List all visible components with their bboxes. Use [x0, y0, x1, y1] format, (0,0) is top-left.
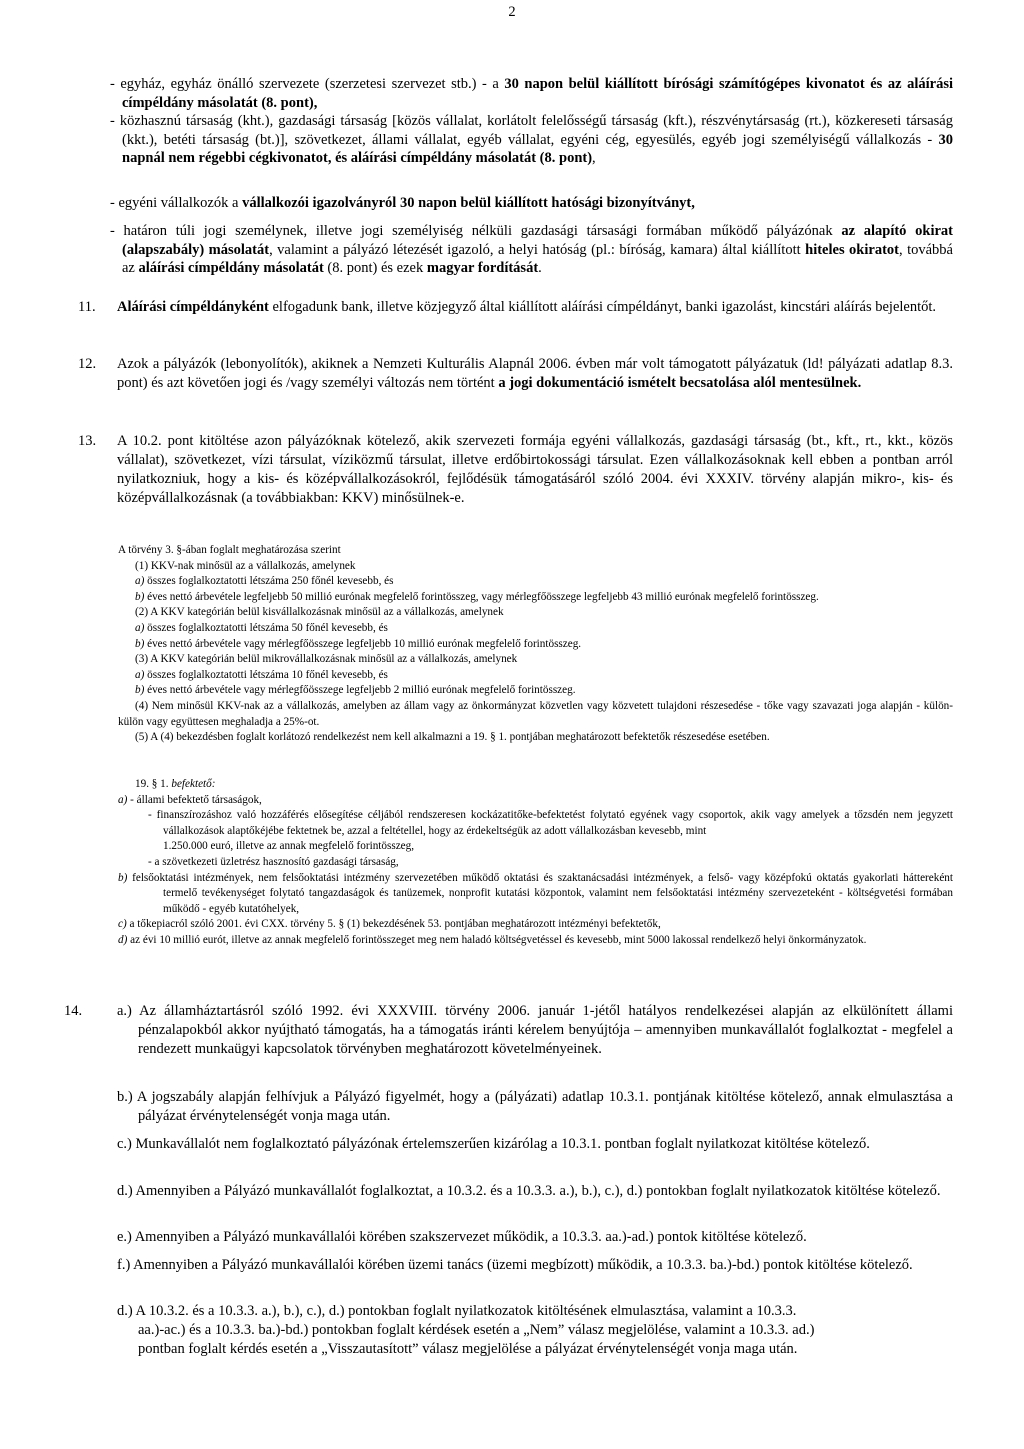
section-14-point-e: e.) Amennyiben a Pályázó munkavállalói körében szakszervezet működik, a 10.3.3. aa.)-ad.) pontok kitöltése kötelező.: [117, 1229, 807, 1245]
law-point-label: a): [135, 621, 145, 634]
law-paragraph: [118, 590, 953, 606]
definition-subitem-amount: 1.250.000 euró, illetve az annak megfelelő forintösszeg,: [163, 840, 415, 853]
requirement-emphasis: 30 napnál nem régebbi cégkivonatot, és aláírási címpéldány másolatát (8. pont): [122, 131, 953, 166]
definition-heading: [118, 777, 953, 793]
law-excerpt: [118, 543, 953, 746]
section-14-point-a: a.) Az államháztartásról szóló 1992. évi XXXVIII. törvény 2006. január 1-jétől hatályos rendelkezései alapján az elkülönített állami pénzalapokból akkor nyújtható támogatás, ha a támogatás iránti kérelem benyújtója – amennyiben munkavállalót foglalkoztat - megfelel a rendezett munkaügyi kapcsolatok törvényben meghatározott követelményeinek.: [117, 1003, 953, 1057]
law-paragraph-text: éves nettó árbevétele legfeljebb 50 millió eurónak megfelelő forintösszeg, vagy mérlegfőösszege legfeljebb 43 millió eurónak megfelelő forintösszeg.: [144, 590, 819, 603]
section-12-emphasis: a jogi dokumentáció ismételt becsatolása alól mentesülnek.: [498, 375, 862, 391]
definition-point-b: [118, 871, 953, 918]
section-11-text: [117, 298, 953, 317]
definition-term: befektető:: [171, 778, 216, 790]
law-intro: A törvény 3. §-ában foglalt meghatározása szerint: [118, 544, 341, 556]
section-12-body: Azok a pályázók (lebonyolítók), akiknek a Nemzeti Kulturális Alapnál 2006. évben már volt támogatott pályázatuk (ld! pályázati adatlap 8.3. pont) és azt követően jogi és /vagy személyi változás nem történt: [117, 356, 953, 391]
law-paragraph-text: (1) KKV-nak minősül az a vállalkozás, amelynek: [135, 559, 356, 572]
law-paragraph-text: éves nettó árbevétele vagy mérlegfőösszege legfeljebb 10 millió eurónak megfelelő forintösszeg.: [144, 637, 582, 650]
requirement-text: - közhasznú társaság (kht.), gazdasági társaság [közös vállalat, korlátolt felelősségű társaság (kft.), részvénytársaság (rt.), közkereseti társaság (kkt.), betéti társaság (bt.)], szövetkezet, állami vállalat, egyéb vállalat, egyéni cég, egyesülés, egyéb jogi személyiségű vállalkozás -: [110, 113, 953, 148]
requirement-text: (8. pont) és ezek: [323, 260, 427, 276]
section-14-point-d: d.) Amennyiben a Pályázó munkavállalót foglalkoztat, a 10.3.2. és a 10.3.3. a.), b.), c.), d.) pontokban foglalt nyilatkozatok kitöltése kötelező.: [117, 1183, 941, 1199]
final-point-line: pontban foglalt kérdés esetén a „Visszautasított” válasz megjelölése a pályázat érvénytelenségét vonja maga után.: [138, 1341, 798, 1357]
requirement-text: , továbbá az: [122, 241, 953, 276]
section-13-number: 13.: [78, 433, 97, 449]
requirement-sole-traders: [110, 194, 953, 213]
law-point-label: b): [135, 637, 145, 650]
definition-point-label: c): [118, 918, 127, 931]
law-point-label: a): [135, 668, 145, 681]
law-paragraph: [118, 605, 953, 621]
law-paragraph: [118, 668, 953, 684]
law-paragraph-text: (2) A KKV kategórián belül kisvállalkozásnak minősül az a vállalkozás, amelynek: [135, 606, 504, 619]
law-paragraph: [118, 652, 953, 668]
law-paragraph-text: (4) Nem minősül KKV-nak az a vállalkozás, amelyben az állam vagy az önkormányzat közvetlen vagy közvetett tulajdoni részesedése - tőke vagy szavazati joga alapján - külön-külön vagy együttesen meghaladja a 25%-ot.: [118, 699, 953, 728]
requirement-emphasis: vállalkozói igazolványról 30 napon belül kiállított hatósági bizonyítványt,: [242, 195, 695, 211]
requirement-foreign-entities: [110, 222, 953, 278]
requirement-church: [110, 75, 953, 112]
definition-point-label: b): [118, 871, 128, 884]
definition-point-label: d): [118, 933, 128, 946]
definition-heading-number: 19. § 1.: [135, 778, 172, 790]
definition-point-text: a tőkepiacról szóló 2001. évi CXX. törvény 5. § (1) bekezdésének 53. pontjában meghatározott intézményi befektetők,: [126, 918, 661, 931]
definition-point-text: felsőoktatási intézmények, nem felsőoktatási intézmény szervezetében működő oktatási és szaktanácsadási intézmények, a felső- vagy középfokú oktatás gyakorlati háttereként termelő tevékenységet folytató tangazdaságok és tanüzemek, nonprofit kutatási központok, valamint nem felsőoktatási intézmény szervezeteként - költségvetési formában működő - egyéb kutatóhelyek,: [127, 871, 953, 915]
requirement-emphasis: az alapító okirat (alapszabály) másolatát: [122, 223, 953, 258]
definition-point-c: [118, 917, 953, 933]
requirement-emphasis: 30 napon belül kiállított bírósági számítógépes kivonatot és az aláírási címpéldány másolatát (8. pont),: [122, 76, 953, 111]
section-14-point-c: c.) Munkavállalót nem foglalkoztató pályázónak értelemszerűen kizárólag a 10.3.1. pontban foglalt nyilatkozat kitöltése kötelező.: [117, 1136, 870, 1152]
law-paragraph-text: (5) A (4) bekezdésben foglalt korlátozó rendelkezést nem kell alkalmazni a 19. § 1. pontjában meghatározott befektetők részesedése esetében.: [135, 731, 770, 744]
law-paragraph: [118, 621, 953, 637]
definition-point-label: a): [118, 793, 128, 806]
law-paragraph: [118, 730, 953, 746]
section-12-text: [117, 355, 953, 393]
requirement-emphasis: magyar fordítását: [426, 260, 539, 276]
law-paragraph: [118, 637, 953, 653]
section-11-body: elfogadunk bank, illetve közjegyző által kiállított aláírási címpéldányt, banki igazolást, kincstári aláírás bejelentőt.: [268, 299, 937, 315]
law-paragraph: [118, 574, 953, 590]
section-14-point-b: b.) A jogszabály alapján felhívjuk a Pályázó figyelmét, hogy a (pályázati) adatlap 10.3.1. pontjának kitöltése kötelező, annak elmulasztása a pályázat érvénytelenségét vonja maga után.: [117, 1089, 953, 1124]
law-paragraph-text: (3) A KKV kategórián belül mikrovállalkozásnak minősül az a vállalkozás, amelynek: [135, 653, 518, 666]
requirement-text: - határon túli jogi személynek, illetve jogi személyiség nélküli gazdasági társasági formában működő pályázónak: [110, 223, 842, 239]
law-paragraph: [118, 559, 953, 575]
section-14-point-f: f.) Amennyiben a Pályázó munkavállalói körében üzemi tanács (üzemi megbízott) működik, a 10.3.3. ba.)-bd.) pontok kitöltése kötelező.: [117, 1257, 913, 1273]
law-paragraph-text: összes foglalkoztatotti létszáma 50 főnél kevesebb, és: [144, 621, 388, 634]
requirement-emphasis: aláírási címpéldány másolatát: [138, 260, 324, 276]
law-point-label: b): [135, 684, 145, 697]
law-paragraph-text: összes foglalkoztatotti létszáma 250 főnél kevesebb, és: [144, 575, 394, 588]
final-point-line: aa.)-ac.) és a 10.3.3. ba.)-bd.) pontokban foglalt kérdések esetén a „Nem” válasz megjelölése, valamint a 10.3.3. ad.): [138, 1322, 815, 1338]
law-paragraph: [118, 699, 953, 730]
section-12-number: 12.: [78, 356, 97, 372]
definition-point-a: [118, 793, 953, 809]
law-paragraph: [118, 683, 953, 699]
definition-point-text: - állami befektető társaságok,: [127, 793, 262, 806]
law-point-label: a): [135, 575, 145, 588]
law-point-label: b): [135, 590, 145, 603]
page-number: 2: [508, 4, 516, 20]
requirement-emphasis: hiteles okiratot: [805, 241, 899, 258]
requirement-companies: [110, 112, 953, 168]
section-13-text: A 10.2. pont kitöltése azon pályázóknak kötelező, akik szervezeti formája egyéni vállalkozás, gazdasági társaság (bt., kft., rt., kkt., közös vállalat), szövetkezet, vízi társulat, víziközmű társulat, illetve erdőbirtokossági társulat. Ezen vállalkozásoknak kell ebben a pontban arról nyilatkozniuk, hogy a kis- és középvállalkozásokról, fejlődésük támogatásáról szóló 2004. évi XXXIV. törvény alapján mikro-, kis- és középvállalkozásnak (a továbbiakban: KKV) minősülnek-e.: [117, 433, 953, 506]
requirement-text: - egyház, egyház önálló szervezete (szerzetesi szervezet stb.) - a: [110, 76, 505, 92]
definition-subitem: - a szövetkezeti üzletrész hasznosító gazdasági társaság,: [148, 855, 399, 868]
investor-definition: [118, 777, 953, 949]
final-point-line: d.) A 10.3.2. és a 10.3.3. a.), b.), c.), d.) pontokban foglalt nyilatkozatok kitöltésének elmulasztása, valamint a 10.3.3.: [117, 1303, 797, 1319]
definition-subitem: - finanszírozáshoz való hozzáférés elősegítése céljából rendszeresen kockázatitőke-befektetést folytató egyének vagy csoportok, akik vagy amelyek a tőzsdén nem jegyzett vállalkozások alaptőkéjébe fektetnek be, azzal a feltétellel, hogy az érdekeltségük az adott vállalkozásban kevesebb, mint: [148, 809, 953, 837]
section-11-term: Aláírási címpéldányként: [117, 299, 269, 315]
requirement-text: ,: [592, 150, 596, 166]
section-11-number: 11.: [78, 299, 96, 315]
section-14-number: 14.: [64, 1003, 83, 1019]
definition-point-d: [118, 933, 953, 949]
law-paragraph-text: összes foglalkoztatotti létszáma 10 főnél kevesebb, és: [144, 668, 388, 681]
requirement-text: .: [538, 260, 542, 276]
requirement-text: - egyéni vállalkozók a: [110, 195, 243, 211]
requirement-text: , valamint a pályázó létezését igazoló, a helyi hatóság (pl.: bíróság, kamara) által kiállított: [269, 241, 806, 258]
section-14-final-point: [117, 1302, 953, 1359]
law-paragraph-text: éves nettó árbevétele vagy mérlegfőösszege legfeljebb 2 millió eurónak megfelelő forintösszeg.: [144, 684, 576, 697]
definition-point-text: az évi 10 millió eurót, illetve az annak megfelelő forintösszeget meg nem haladó költségvetéssel és kevesebb, mint 5000 lakossal rendelkező helyi önkormányzatok.: [127, 933, 867, 946]
